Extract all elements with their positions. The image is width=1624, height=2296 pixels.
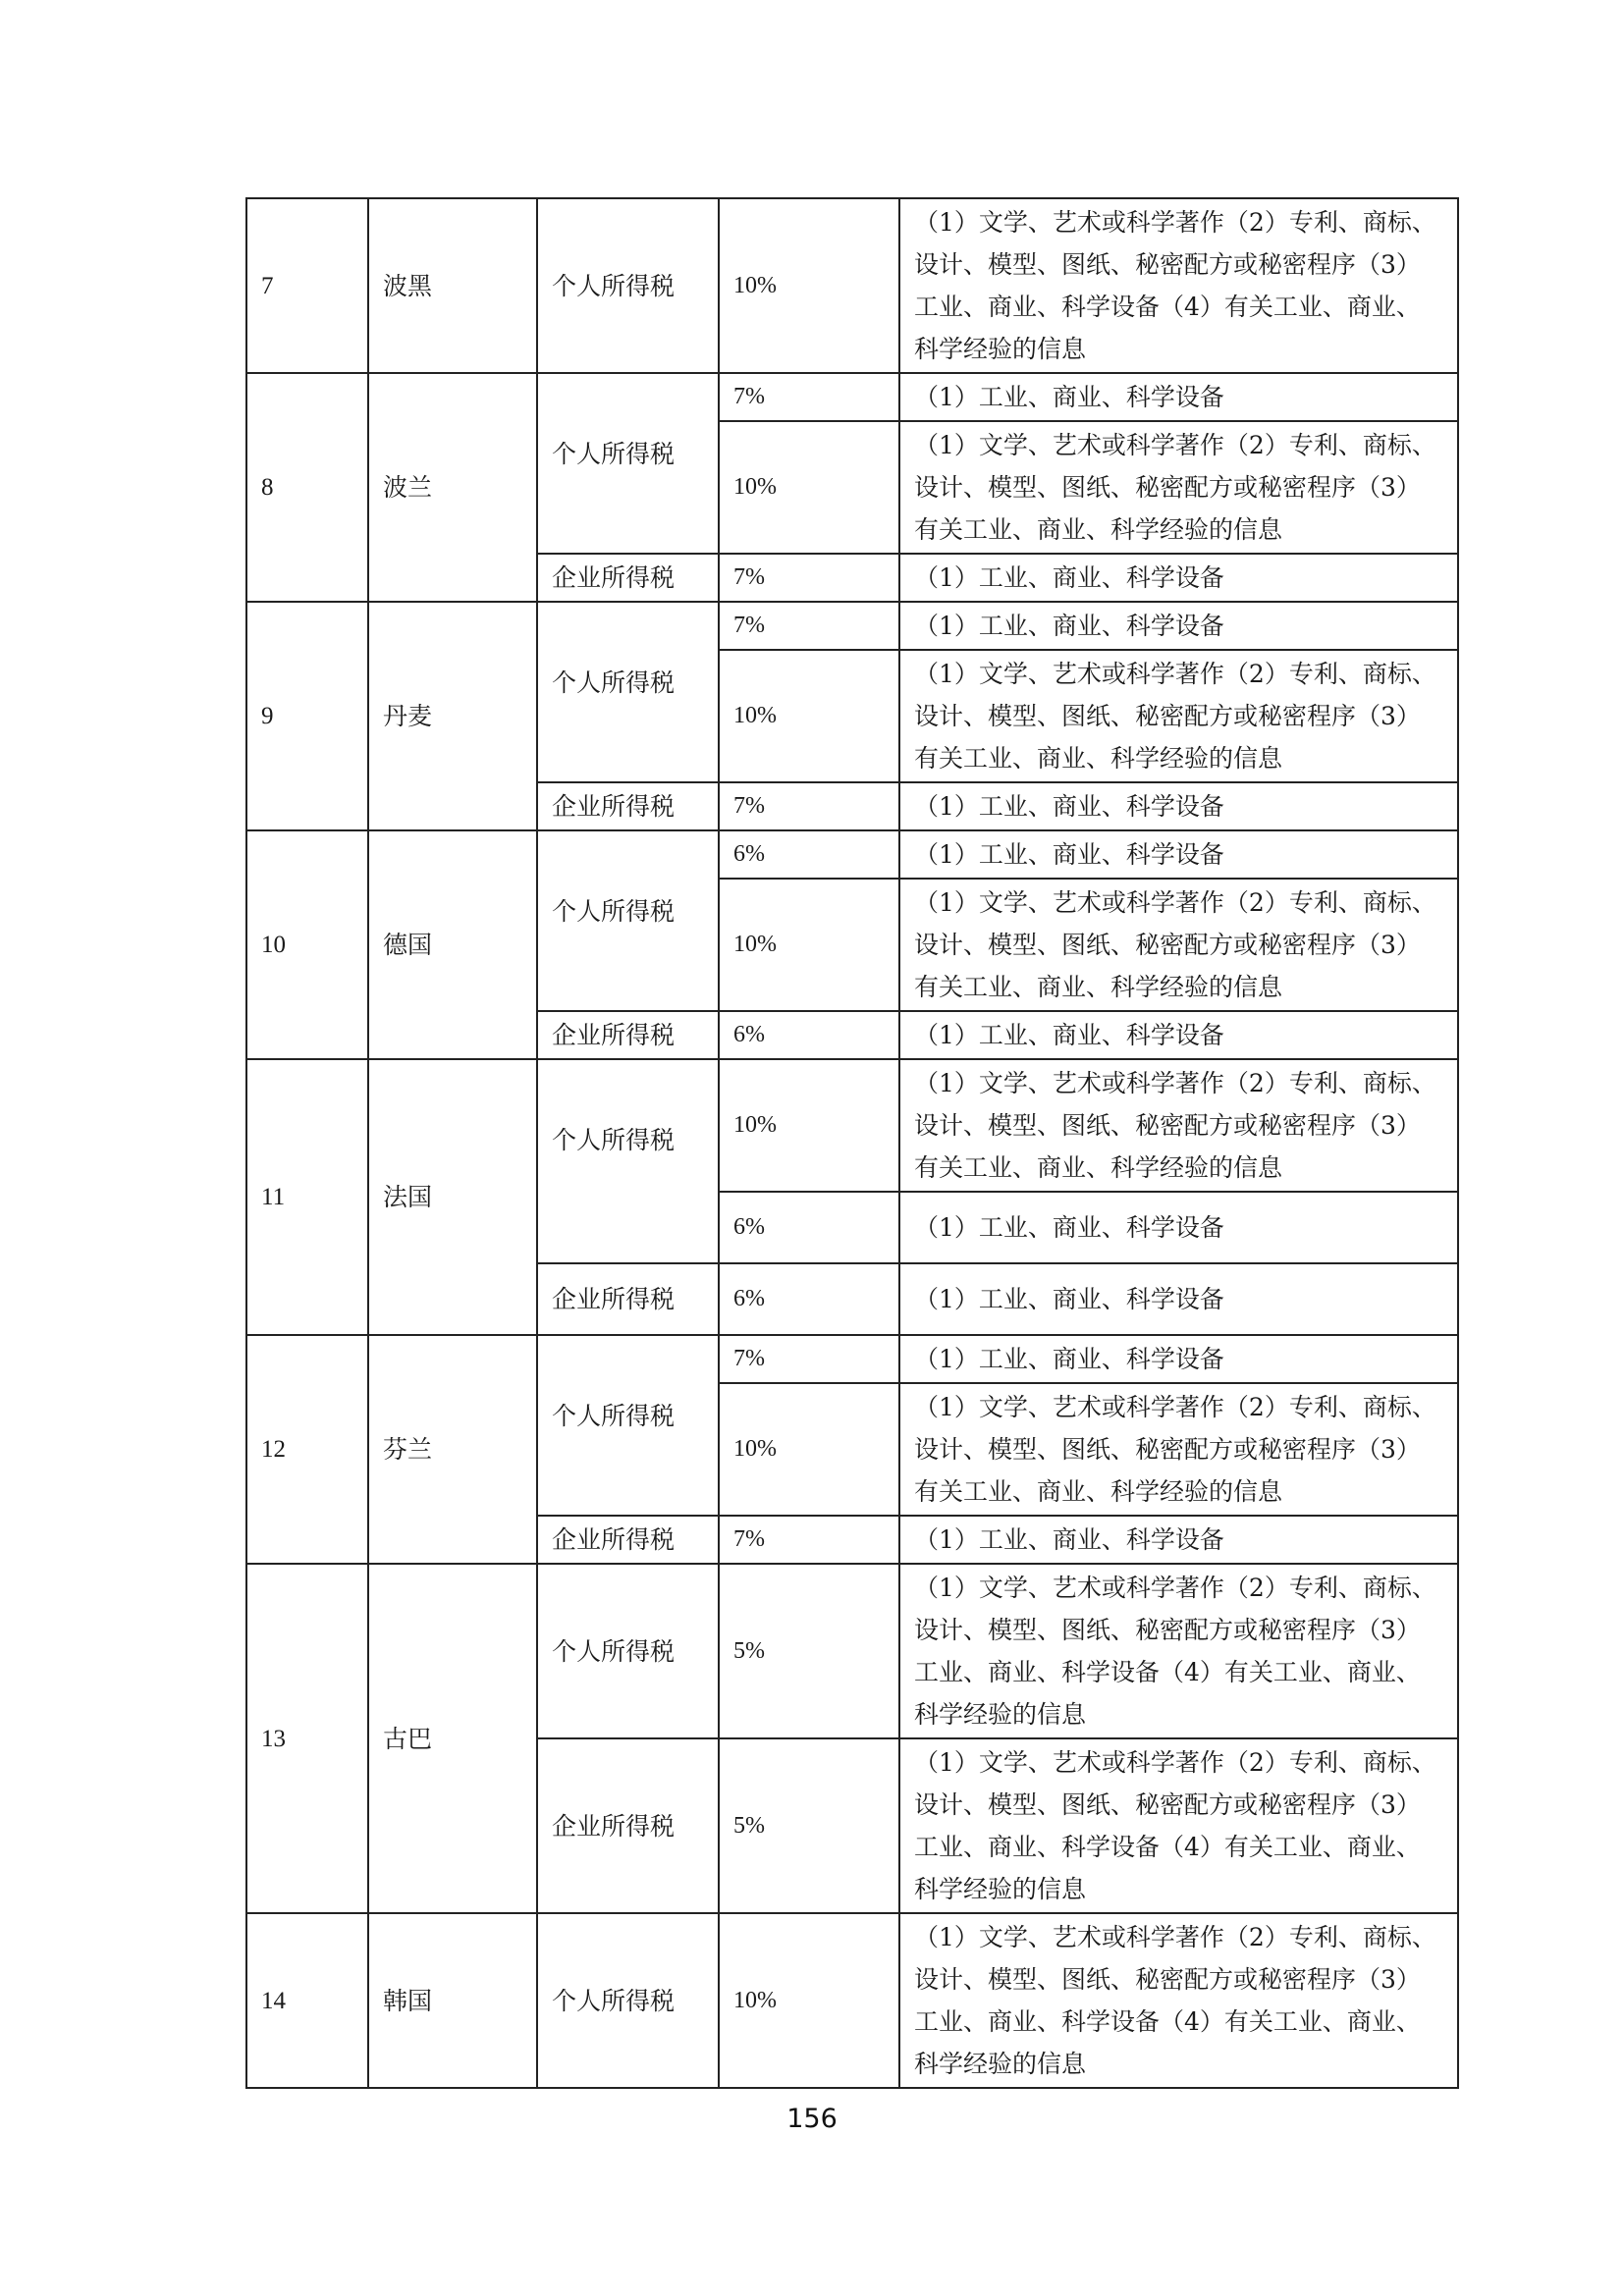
row-number: 7 — [246, 198, 368, 373]
country-cell: 韩国 — [368, 1913, 537, 2088]
rate-cell: 10% — [719, 879, 899, 1011]
tax-type-cell: 企业所得税 — [537, 554, 719, 602]
country-cell: 波黑 — [368, 198, 537, 373]
tax-type-cell: 个人所得税 — [537, 373, 719, 554]
row-number: 9 — [246, 602, 368, 830]
rate-cell: 6% — [719, 1011, 899, 1059]
tax-type-cell: 个人所得税 — [537, 198, 719, 373]
tax-type-cell: 企业所得税 — [537, 1516, 719, 1564]
tax-type-cell: 个人所得税 — [537, 1564, 719, 1738]
row-number: 11 — [246, 1059, 368, 1335]
table-row — [246, 373, 1458, 421]
tax-type-cell: 企业所得税 — [537, 782, 719, 830]
row-number: 13 — [246, 1564, 368, 1913]
description-cell: （1）工业、商业、科学设备 — [899, 1335, 1458, 1383]
description-cell: （1）工业、商业、科学设备 — [899, 1263, 1458, 1335]
rate-cell: 10% — [719, 1913, 899, 2088]
rate-cell: 7% — [719, 373, 899, 421]
rate-cell: 10% — [719, 1383, 899, 1516]
description-cell: （1）文学、艺术或科学著作（2）专利、商标、设计、模型、图纸、秘密配方或秘密程序（3）有关工业、商业、科学经验的信息 — [899, 650, 1458, 782]
tax-type-cell: 个人所得税 — [537, 1059, 719, 1263]
description-cell: （1）工业、商业、科学设备 — [899, 554, 1458, 602]
country-cell: 德国 — [368, 830, 537, 1059]
description-cell: （1）工业、商业、科学设备 — [899, 373, 1458, 421]
table-row — [246, 198, 1458, 373]
rate-cell: 5% — [719, 1564, 899, 1738]
table-row — [246, 1564, 1458, 1738]
row-number: 14 — [246, 1913, 368, 2088]
description-cell: （1）工业、商业、科学设备 — [899, 1011, 1458, 1059]
rate-cell: 7% — [719, 602, 899, 650]
rate-cell: 6% — [719, 1192, 899, 1263]
country-cell: 波兰 — [368, 373, 537, 602]
tax-type-cell: 个人所得税 — [537, 1913, 719, 2088]
rate-cell: 10% — [719, 650, 899, 782]
description-cell: （1）文学、艺术或科学著作（2）专利、商标、设计、模型、图纸、秘密配方或秘密程序（3）有关工业、商业、科学经验的信息 — [899, 421, 1458, 554]
tax-type-cell: 个人所得税 — [537, 602, 719, 782]
country-cell: 古巴 — [368, 1564, 537, 1913]
rate-cell: 7% — [719, 1335, 899, 1383]
rate-cell: 6% — [719, 830, 899, 879]
table-body — [246, 198, 1458, 2088]
rate-cell: 7% — [719, 782, 899, 830]
row-number: 10 — [246, 830, 368, 1059]
description-cell: （1）工业、商业、科学设备 — [899, 782, 1458, 830]
table-row — [246, 602, 1458, 650]
rate-cell: 7% — [719, 554, 899, 602]
table-row — [246, 830, 1458, 879]
description-cell: （1）文学、艺术或科学著作（2）专利、商标、设计、模型、图纸、秘密配方或秘密程序（3）工业、商业、科学设备（4）有关工业、商业、科学经验的信息 — [899, 1564, 1458, 1738]
tax-type-cell: 个人所得税 — [537, 1335, 719, 1516]
rate-cell: 10% — [719, 198, 899, 373]
tax-type-cell: 企业所得税 — [537, 1738, 719, 1913]
description-cell: （1）文学、艺术或科学著作（2）专利、商标、设计、模型、图纸、秘密配方或秘密程序（3）有关工业、商业、科学经验的信息 — [899, 879, 1458, 1011]
rate-cell: 7% — [719, 1516, 899, 1564]
description-cell: （1）文学、艺术或科学著作（2）专利、商标、设计、模型、图纸、秘密配方或秘密程序（3）有关工业、商业、科学经验的信息 — [899, 1383, 1458, 1516]
rate-cell: 6% — [719, 1263, 899, 1335]
description-cell: （1）工业、商业、科学设备 — [899, 1192, 1458, 1263]
row-number: 8 — [246, 373, 368, 602]
description-cell: （1）文学、艺术或科学著作（2）专利、商标、设计、模型、图纸、秘密配方或秘密程序（3）有关工业、商业、科学经验的信息 — [899, 1059, 1458, 1192]
description-cell: （1）文学、艺术或科学著作（2）专利、商标、设计、模型、图纸、秘密配方或秘密程序（3）工业、商业、科学设备（4）有关工业、商业、科学经验的信息 — [899, 1738, 1458, 1913]
description-cell: （1）工业、商业、科学设备 — [899, 602, 1458, 650]
tax-type-cell: 企业所得税 — [537, 1263, 719, 1335]
description-cell: （1）工业、商业、科学设备 — [899, 1516, 1458, 1564]
treaty-royalty-table — [245, 197, 1459, 2089]
rate-cell: 5% — [719, 1738, 899, 1913]
tax-type-cell: 个人所得税 — [537, 830, 719, 1011]
country-cell: 芬兰 — [368, 1335, 537, 1564]
rate-cell: 10% — [719, 421, 899, 554]
country-cell: 丹麦 — [368, 602, 537, 830]
row-number: 12 — [246, 1335, 368, 1564]
table-row — [246, 1913, 1458, 2088]
rate-cell: 10% — [719, 1059, 899, 1192]
table-row — [246, 1335, 1458, 1383]
table-row — [246, 1059, 1458, 1192]
page-number: 156 — [786, 2104, 838, 2134]
tax-type-cell: 企业所得税 — [537, 1011, 719, 1059]
description-cell: （1）文学、艺术或科学著作（2）专利、商标、设计、模型、图纸、秘密配方或秘密程序（3）工业、商业、科学设备（4）有关工业、商业、科学经验的信息 — [899, 1913, 1458, 2088]
country-cell: 法国 — [368, 1059, 537, 1335]
description-cell: （1）工业、商业、科学设备 — [899, 830, 1458, 879]
description-cell: （1）文学、艺术或科学著作（2）专利、商标、设计、模型、图纸、秘密配方或秘密程序（3）工业、商业、科学设备（4）有关工业、商业、科学经验的信息 — [899, 198, 1458, 373]
